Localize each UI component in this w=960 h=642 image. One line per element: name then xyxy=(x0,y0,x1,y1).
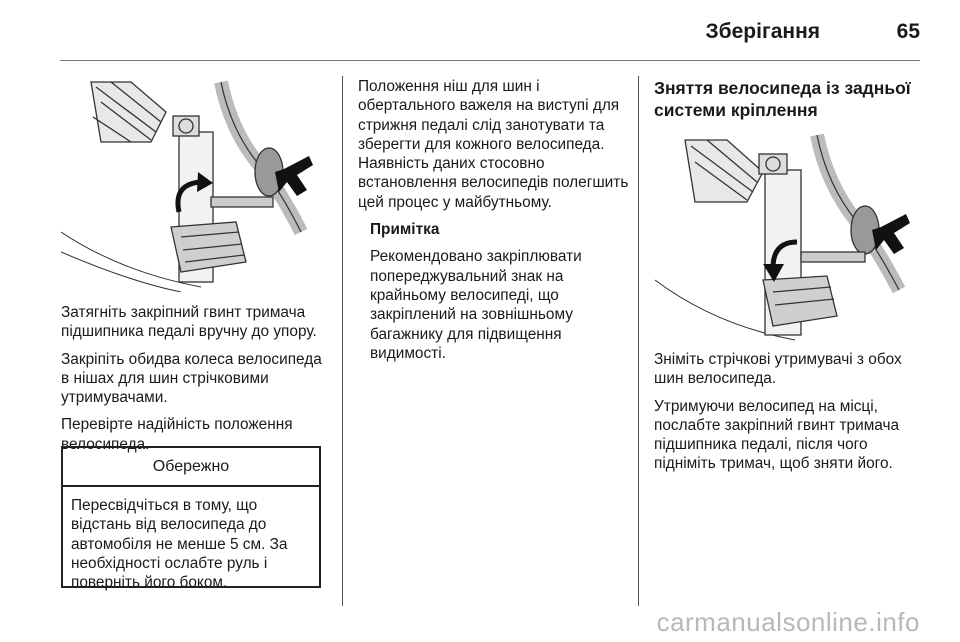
column-1-text xyxy=(61,303,331,462)
page-title: Зберігання xyxy=(705,20,820,43)
column-2-text xyxy=(358,77,630,363)
paragraph: Утримуючи велосипед на місці, послабте закріпний гвинт тримача підшипника педалі, після чого підніміть тримач, щоб зняти його. xyxy=(654,397,900,473)
paragraph: Зніміть стрічкові утримувачі з обох шин велосипеда. xyxy=(654,351,902,388)
column-divider-right xyxy=(638,76,639,606)
page-header xyxy=(40,14,920,50)
page-number: 65 xyxy=(896,20,920,43)
column-divider-left xyxy=(342,76,343,606)
bike-removal-drawing xyxy=(655,130,917,345)
paragraph: Закріпіть обидва колеса велосипеда в нішах для шин стрічковими утримувачами. xyxy=(61,350,322,407)
caution-box xyxy=(61,446,321,592)
illustration-tighten-pedal-holder xyxy=(61,72,323,292)
section-heading: Зняття велосипеда із задньої системи кріплення xyxy=(654,78,911,120)
column-3-text xyxy=(654,350,920,482)
header-rule xyxy=(60,60,920,61)
paragraph: Перевірте надійність положення велосипеда. xyxy=(61,416,293,453)
note-heading: Примітка xyxy=(370,221,440,239)
caution-heading: Обережно xyxy=(63,448,319,487)
note-block xyxy=(370,220,630,363)
column-3-heading-wrap xyxy=(654,77,920,129)
paragraph: Положення ніш для шин і обертального важеля на виступі для стрижня педалі слід занотувати та зберегти для кожного велосипеда. Наявність даних стосовно встановлення велосипедів полегшить цей процес у майбутньому. xyxy=(358,78,629,211)
illustration-remove-bike xyxy=(655,130,917,345)
note-text: Рекомендовано закріплювати попереджувальний знак на крайньому велосипеді, що закріплений на зовнішньому багажнику для підвищення видимості. xyxy=(370,248,582,362)
bike-pedal-holder-drawing xyxy=(61,72,323,292)
watermark: carmanualsonline.info xyxy=(656,607,920,637)
paragraph: Затягніть закріпний гвинт тримача підшипника педалі вручну до упору. xyxy=(61,304,317,341)
caution-text: Пересвідчіться в тому, що відстань від велосипеда до автомобіля не менше 5 см. За необхідності ослабте руль і поверніть його боком. xyxy=(71,497,288,592)
